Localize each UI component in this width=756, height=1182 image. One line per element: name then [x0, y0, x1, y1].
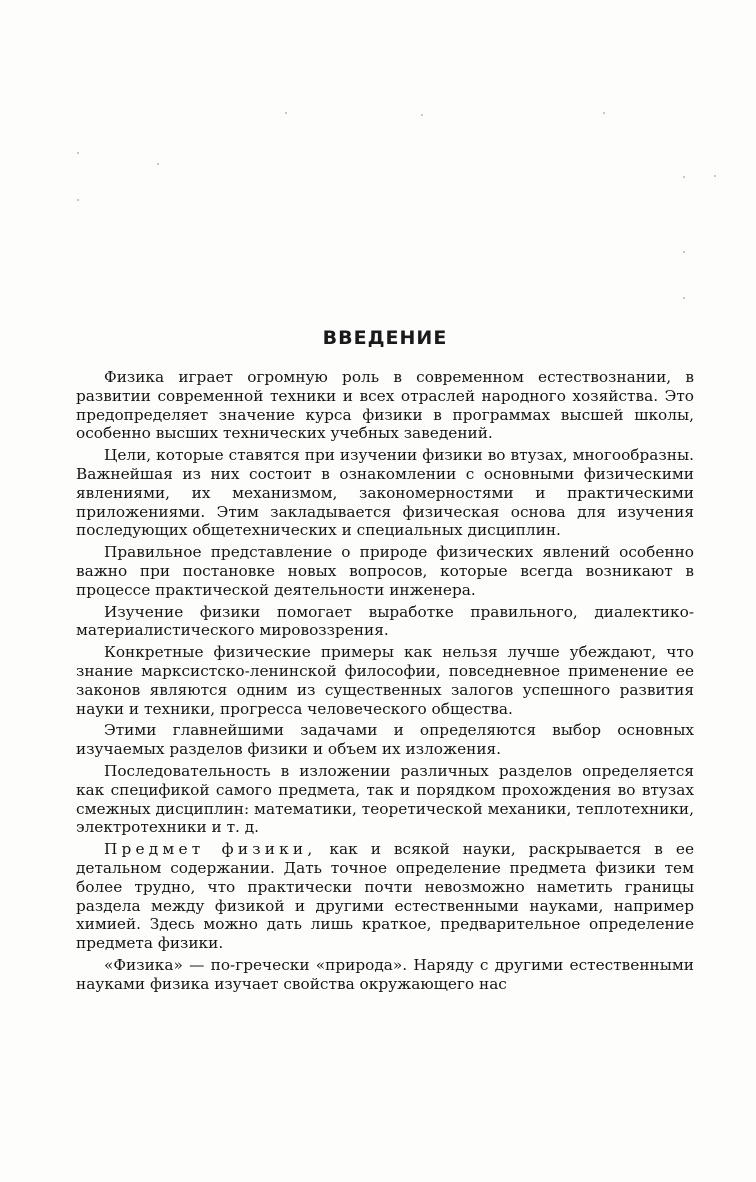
paragraph-7: Последовательность в изложении различных разделов определяется как спецификой самого предмета, так и порядком прохождения во втузах смежных дисциплин: математики, теоретической механики, теплотехники, электротехники и т. д. — [76, 761, 694, 837]
paragraph-9: «Физика» — по-гречески «природа». Наряду с другими естественными науками физика изучает свойства окружающего нас — [76, 955, 694, 993]
paragraph-8-text: как и всякой науки, раскрывается в ее детальном содержании. Дать точное определение предмета физики тем более трудно, что практически почти невозможно наметить границы раздела между физикой и другими естественными науками, например химией. Здесь можно дать лишь краткое, предварительное определение предмета физики. — [76, 840, 694, 953]
page-title: ВВЕДЕНИЕ — [322, 327, 448, 349]
paragraph-4: Изучение физики помогает выработке правильного, диалектико-материалистического мировоззрения. — [76, 602, 694, 640]
paragraph-6: Этими главнейшими задачами и определяются выбор основных изучаемых разделов физики и объем их изложения. — [76, 721, 694, 759]
paragraph-3: Правильное представление о природе физических явлений особенно важно при постановке новых вопросов, которые всегда возникают в процессе практической деятельности инженера. — [76, 543, 694, 599]
paragraph-8 — [76, 840, 694, 953]
body-text — [76, 368, 694, 997]
paragraph-1: Физика играет огромную роль в современном естествознании, в развитии современной техники и всех отраслей народного хозяйства. Это предопределяет значение курса физики в программах высшей школы, особенно высших технических учебных заведений. — [76, 368, 694, 443]
paragraph-2: Цели, которые ставятся при изучении физики во втузах, многообразны. Важнейшая из них состоит в ознакомлении с основными физическими явлениями, их механизмом, закономерностями и практическими приложениями. Этим закладывается физическая основа для изучения последующих общетехнических и специальных дисциплин. — [76, 446, 694, 540]
subject-term: Предмет физики, — [104, 840, 317, 859]
paragraph-5: Конкретные физические примеры как нельзя лучше убеждают, что знание марксистско-ленинской философии, повседневное применение ее законов являются одним из существенных залогов успешного развития науки и техники, прогресса человеческого общества. — [76, 643, 694, 718]
